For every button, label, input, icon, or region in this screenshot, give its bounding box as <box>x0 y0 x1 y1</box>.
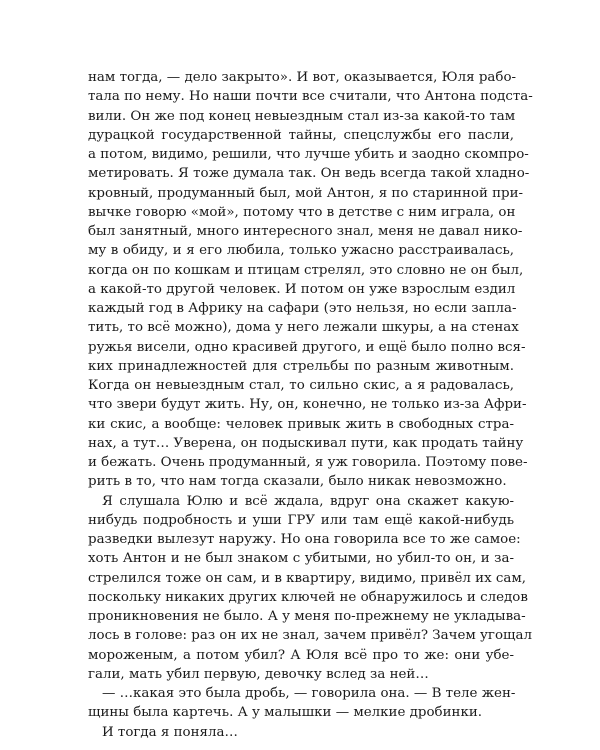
paragraph-2 <box>88 492 532 685</box>
text-line: ких принадлежностей для стрельбы по разным животным. <box>88 358 514 374</box>
text-line: разведки вылезут наружу. Но она говорила все то же самое: <box>88 532 521 547</box>
text-line: Я слушала Юлю и всё ждала, вдруг она скажет какую- <box>102 493 514 509</box>
text-line: Когда он невыездным стал, то сильно скис, а я радовалась, <box>88 378 514 393</box>
text-line: а какой-то другой человек. И потом он уже взрослым ездил <box>88 281 516 297</box>
text-line: кровный, продуманный был, мой Антон, я по старинной при- <box>88 185 524 201</box>
text-line: гали, мать убил первую, девочку вслед за ней… <box>88 666 429 682</box>
text-line: тала по нему. Но наши почти все считали, что Антона подста- <box>88 89 533 105</box>
text-line: вычке говорю «мой», потому что в детстве с ним играла, он <box>88 204 516 220</box>
paragraph-1 <box>88 68 533 492</box>
text-line: метировать. Я тоже думала так. Он ведь всегда такой хладно- <box>88 166 530 182</box>
paragraph-3 <box>88 684 514 723</box>
text-line: И тогда я поняла… <box>102 724 238 740</box>
text-line: вили. Он же под конец невыездным стал из-за какой-то там <box>88 108 516 124</box>
text-line: что звери будут жить. Ну, он, конечно, не только из-за Афри- <box>88 397 527 413</box>
text-line: был занятный, много интересного знал, меня не давал нико- <box>88 224 523 239</box>
text-line: ки скис, а вообще: человек привык жить в свободных стра- <box>88 416 514 432</box>
text-line: проникновения не было. А у меня по-прежнему не укладыва- <box>88 609 526 624</box>
text-line: ружья висели, одно красивей другого, и ещё было полно вся- <box>88 339 526 355</box>
text-line: му в обиду, и я его любила, только ужасно расстраивалась, <box>88 243 514 259</box>
text-line: нам тогда, — дело закрыто». И вот, оказывается, Юля рабо- <box>88 70 517 85</box>
text-line: нибудь подробность и уши ГРУ или там ещё какой-нибудь <box>88 512 514 528</box>
book-page <box>88 68 533 742</box>
text-line: лось в голове: раз он их не знал, зачем привёл? Зачем угощал <box>88 628 532 644</box>
text-line: стрелился тоже он сам, и в квартиру, видимо, привёл их сам, <box>88 570 527 586</box>
text-line: хоть Антон и не был знаком с убитыми, но убил-то он, и за- <box>88 551 514 567</box>
text-line: каждый год в Африку на сафари (это нельзя, но если запла- <box>88 301 517 316</box>
text-line: тить, то всё можно), дома у него лежали шкуры, а на стенах <box>88 320 519 336</box>
text-line: и бежать. Очень продуманный, я уж говорила. Поэтому пове- <box>88 455 528 470</box>
text-line: когда он по кошкам и птицам стрелял, это словно не он был, <box>88 262 524 278</box>
text-line: дурацкой государственной тайны, спецслужбы его пасли, <box>88 127 514 143</box>
text-line: мороженым, а потом убил? А Юля всё про то же: они убе- <box>88 647 514 663</box>
paragraph-4 <box>88 723 514 742</box>
text-line: рить в то, что нам тогда сказали, было никак невозможно. <box>88 474 507 490</box>
text-line: а потом, видимо, решили, что лучше убить и заодно скомпро- <box>88 147 529 162</box>
text-line: поскольку никаких других ключей не обнаружилось и следов <box>88 589 528 605</box>
text-line: — …какая это была дробь, — говорила она. — В теле жен- <box>102 686 516 701</box>
text-line: нах, а тут… Уверена, он подыскивал пути, как продать тайну <box>88 435 524 451</box>
text-line: щины была картечь. А у малышки — мелкие дробинки. <box>88 705 482 721</box>
